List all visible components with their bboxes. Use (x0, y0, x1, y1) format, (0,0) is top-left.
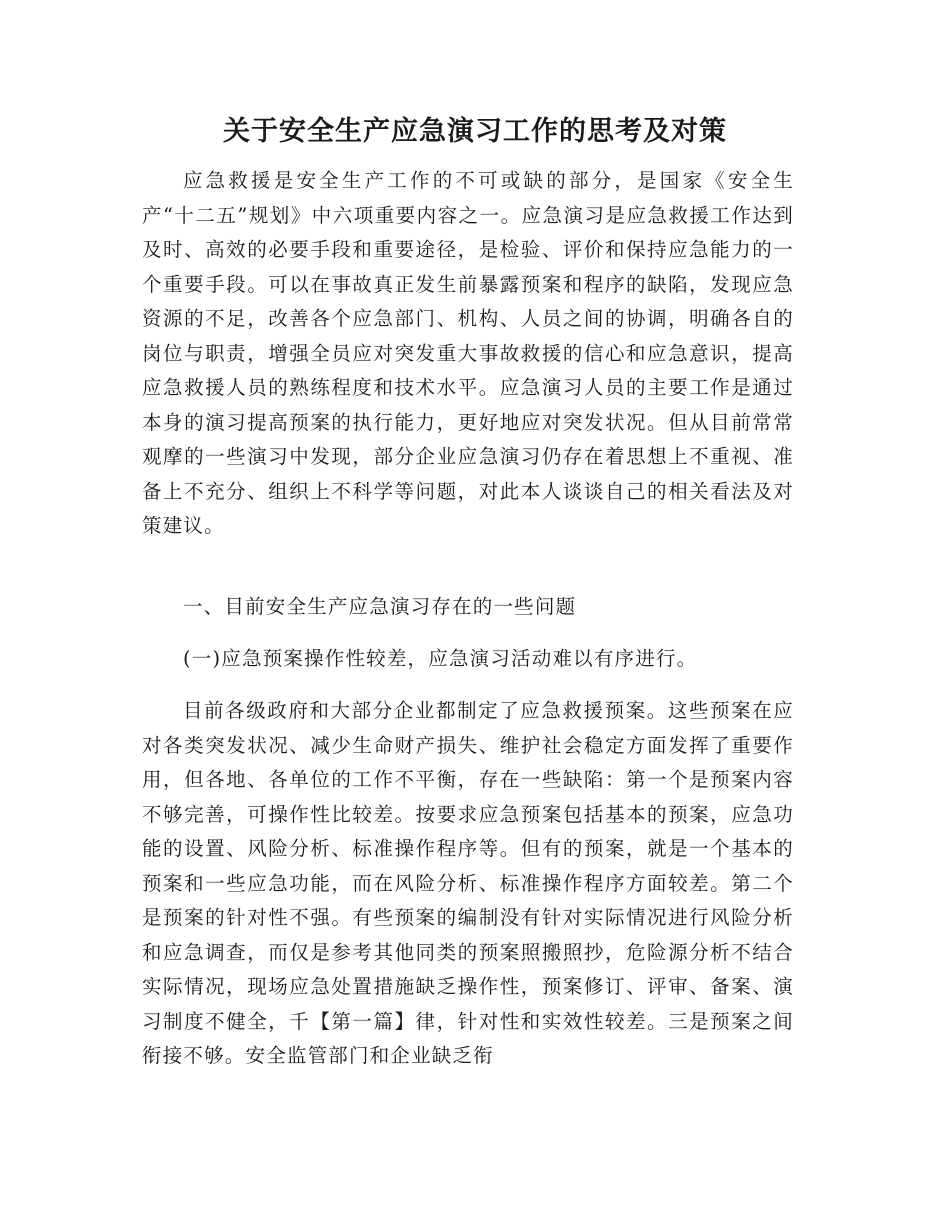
body-paragraph: 目前各级政府和大部分企业都制定了应急救援预案。这些预案在应对各类突发状况、减少生命财产损失、维护社会稳定方面发挥了重要作用，但各地、各单位的工作不平衡，存在一些缺陷：第一个是预案内容不够完善，可操作性比较差。按要求应急预案包括基本的预案，应急功能的设置、风险分析、标准操作程序等。但有的预案，就是一个基本的预案和一些应急功能，而在风险分析、标准操作程序方面较差。第二个是预案的针对性不强。有些预案的编制没有针对实际情况进行风险分析和应急调查，而仅是参考其他同类的预案照搬照抄，危险源分析不结合实际情况，现场应急处置措施缺乏操作性，预案修订、评审、备案、演习制度不健全，千【第一篇】律，针对性和实效性较差。三是预案之间衔接不够。安全监管部门和企业缺乏衔 (142, 699, 794, 1067)
section-heading: 一、目前安全生产应急演习存在的一些问题 (182, 595, 577, 618)
subsection-heading: (一)应急预案操作性较差，应急演习活动难以有序进行。 (182, 647, 698, 670)
intro-paragraph: 应急救援是安全生产工作的不可或缺的部分，是国家《安全生产“十二五”规划》中六项重要内容之一。应急演习是应急救援工作达到及时、高效的必要手段和重要途径，是检验、评价和保持应急能力的一个重要手段。可以在事故真正发生前暴露预案和程序的缺陷，发现应急资源的不足，改善各个应急部门、机构、人员之间的协调，明确各自的岗位与职责，增强全员应对突发重大事故救援的信心和应急意识，提高应急救援人员的熟练程度和技术水平。应急演习人员的主要工作是通过本身的演习提高预案的执行能力，更好地应对突发状况。但从目前常常观摩的一些演习中发现，部分企业应急演习仍存在着思想上不重视、准备上不充分、组织上不科学等问题，对此本人谈谈自己的相关看法及对策建议。 (142, 169, 794, 537)
document-title: 关于安全生产应急演习工作的思考及对策 (223, 116, 727, 147)
